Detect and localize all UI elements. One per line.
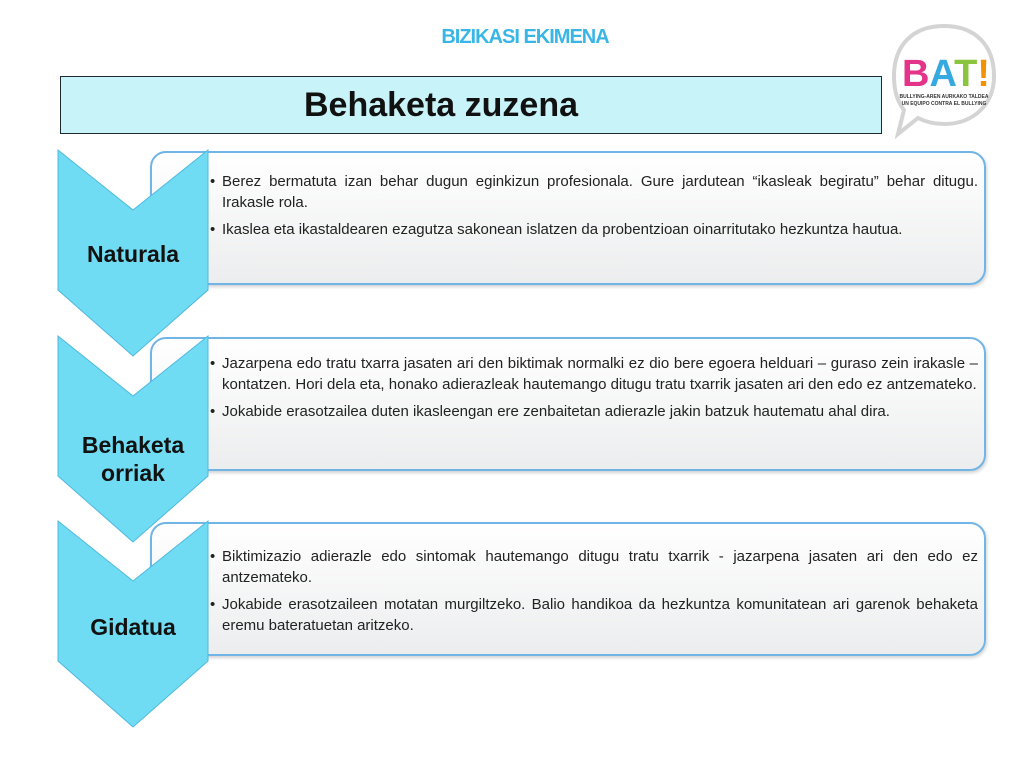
bat-logo: [888, 20, 1000, 140]
row-gidatua-box: [150, 522, 986, 656]
bullet: • Biktimizazio adierazle edo sintomak hautemango ditugu tratu txarrik - jazarpena jasaten ari den edo ez antzemateko.: [210, 546, 978, 588]
page-title: Behaketa zuzena: [304, 85, 578, 124]
bullet: • Jokabide erasotzaileen motatan murgiltzeko. Balio handikoa da hezkuntza komunitatean ari garenok behaketa eremu bateratuetan aritzeko.: [210, 594, 978, 636]
label-gidatua: Gidatua: [90, 614, 176, 640]
logo-line2: UN EQUIPO CONTRA EL BULLYING: [901, 101, 987, 107]
row-naturala-box: [150, 151, 986, 285]
label-naturala: Naturala: [86, 241, 180, 267]
logo-line1: BULLYING-AREN AURKAKO TALDEA: [899, 94, 989, 100]
title-banner: [60, 76, 882, 134]
row-behaketa-box: [150, 337, 986, 471]
bullet: • Berez bermatuta izan behar dugun eginkizun profesionala. Gure jardutean “ikasleak begiratu” behar ditugu. Irakasle rola.: [210, 171, 978, 213]
bullet: • Ikaslea eta ikastaldearen ezagutza sakonean islatzen da probentzioan oinarritutako hezkuntza hautua.: [210, 219, 978, 240]
svg-text:BAT!: BAT!: [902, 53, 990, 95]
label-behaketa-orriak: Behaketa orriak: [81, 432, 185, 486]
bullet: • Jazarpena edo tratu txarra jasaten ari den biktimak normalki ez dio bere egoera helduari – guraso zein irakasle – kontatzen. Hori dela eta, honako adierazleak hautemango ditugu tratu txarrik jasaten ari den edo ez antzemateko.: [210, 353, 978, 395]
header-tag: BIZIKASI EKIMENA: [441, 26, 609, 48]
bullet: • Jokabide erasotzailea duten ikasleengan ere zenbaitetan adierazle jakin batzuk hautematu ahal dira.: [210, 401, 978, 422]
